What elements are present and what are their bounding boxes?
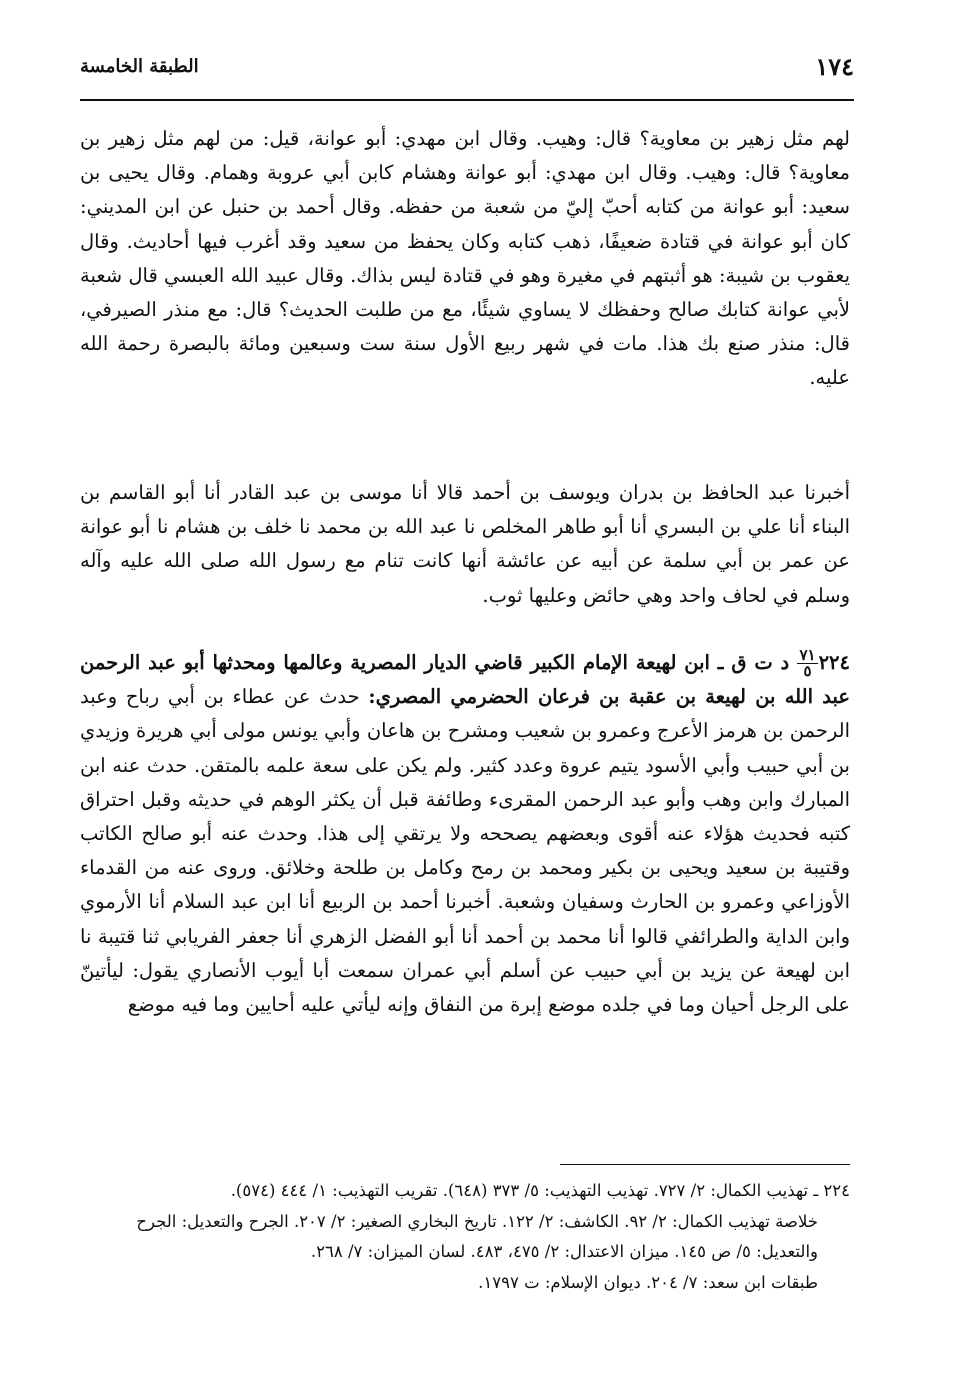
page-number: ١٧٤ bbox=[815, 52, 854, 81]
section-title: الطبقة الخامسة bbox=[80, 56, 199, 77]
footnote-line: ٢٢٤ ـ تهذيب الكمال: ٢/ ٧٢٧. تهذيب التهذيب: ٥/ ٣٧٣ (٦٤٨). تقريب التهذيب: ١/ ٤٤٤ (٥٧٤). bbox=[230, 1181, 850, 1200]
fraction-denominator: ٥ bbox=[803, 662, 812, 680]
running-head bbox=[80, 52, 854, 86]
entry-fraction bbox=[797, 648, 817, 679]
entry-number: ٢٢٤ bbox=[818, 651, 850, 674]
footnote-rule bbox=[560, 1164, 850, 1165]
entry-heading: د ت ق ـ ابن لهيعة الإمام الكبير قاضي الديار المصرية وعالمها ومحدثها أبو عبد الرحمن عبد الله بن لهيعة بن عقبة بن فرعان الحضرمي المصري: bbox=[80, 651, 850, 709]
footnote-line: طبقات ابن سعد: ٧/ ٢٠٤. ديوان الإسلام: ت ١٧٩٧. bbox=[478, 1272, 818, 1292]
footnote-line: خلاصة تهذيب الكمال: ٢/ ٩٢. الكاشف: ٢/ ١٢٢. تاريخ البخاري الصغير: ٢/ ٢٠٧. الجرح والتعديل: الجرح والتعديل: ٥/ ص ١٤٥. ميزان الاعتدال: ٢/ ٤٧٥، ٤٨٣. لسان الميزان: ٧/ ٢٦٨. bbox=[136, 1211, 818, 1261]
fraction-numerator: ٧١ bbox=[799, 646, 816, 664]
entry-text: حدث عن عطاء بن أبي رباح وعبد الرحمن بن هرمز الأعرج وعمرو بن شعيب ومشرح بن هاعان وأبي يونس مولى أبي هريرة وزيدي بن أبي حبيب وأبي الأسود يتيم عروة وعدد كثير. ولم يكن على سعة علمه بالمتقن. حدث عنه ابن المبارك وابن وهب وأبو عبد الرحمن المقرىء وطائفة قبل أن يكثر الوهم في حديثه وقبل احتراق كتبه فحديث هؤلاء عنه أقوى وبعضهم يصححه ولا يرتقي إلى هذا. وحدث عنه أبو صالح الكاتب وقتيبة بن سعيد ويحيى بن بكير ومحمد بن رمح وكامل بن طلحة وخلائق. وروى عنه من القدماء الأوزاعي وعمرو بن الحارث وسفيان وشعبة. أخبرنا أحمد بن الربيع أنا ابن عبد السلام أنا الأرموي وابن الداية والطرائفي قالوا أنا محمد بن أحمد أنا أبو الفضل الزهري أنا جعفر الفريابي ثنا قتيبة نا ابن لهيعة عن يزيد بن أبي حبيب عن أسلم أبي عمران سمعت أبا أيوب الأنصاري يقول: ليأتينّ على الرجل أحيان وما في جلده موضع إبرة من النفاق وإنه ليأتي عليه أحايين وما فيه موضع bbox=[80, 685, 850, 1017]
header-rule bbox=[80, 99, 854, 101]
paragraph-text: لهم مثل زهير بن معاوية؟ قال: وهيب. وقال ابن مهدي: أبو عوانة، قيل: من لهم مثل زهير بن معاوية؟ قال: وهيب. وقال ابن مهدي: أبو عوانة وهشام كابن أبي عروبة وهمام. وقال يحيى بن سعيد: أبو عوانة من كتابه أحبّ إليّ من شعبة من حفظه. وقال أحمد بن حنبل عن ابن المديني: كان أبو عوانة في قتادة ضعيفًا، ذهب كتابه وكان يحفظ من سعيد وقد أغرب فيها أحاديث. وقال يعقوب بن شيبة: هو أثبتهم في مغيرة وهو في قتادة ليس بذاك. وقال عبيد الله العبسي قال شعبة لأبي عوانة كتابك صالح وحفظك لا يساوي شيئًا، مع من طلبت الحديث؟ قال: مع منذر الصيرفي، قال: منذر صنع بك هذا. مات في شهر ربيع الأول سنة ست وسبعين ومائة بالبصرة رحمة الله عليه. bbox=[80, 127, 850, 390]
paragraph-hadith-chain bbox=[80, 476, 850, 613]
footnotes bbox=[80, 1176, 850, 1298]
paragraph-text: أخبرنا عبد الحافظ بن بدران ويوسف بن أحمد قالا أنا موسى بن عبد القادر أنا أبو القاسم بن البناء أنا علي بن البسري أنا أبو طاهر المخلص نا عبد الله بن محمد نا خلف بن هشام نا أبو عوانة عن عمر بن أبي سلمة عن أبيه عن عائشة أنها كانت تنام مع رسول الله صلى الله عليه وآله وسلم في لحاف واحد وهي حائض وعليها ثوب. bbox=[80, 481, 850, 607]
biography-entry-224 bbox=[80, 646, 850, 1022]
paragraph-abu-awana-opinions bbox=[80, 122, 850, 396]
entry-paragraph bbox=[80, 646, 850, 1022]
